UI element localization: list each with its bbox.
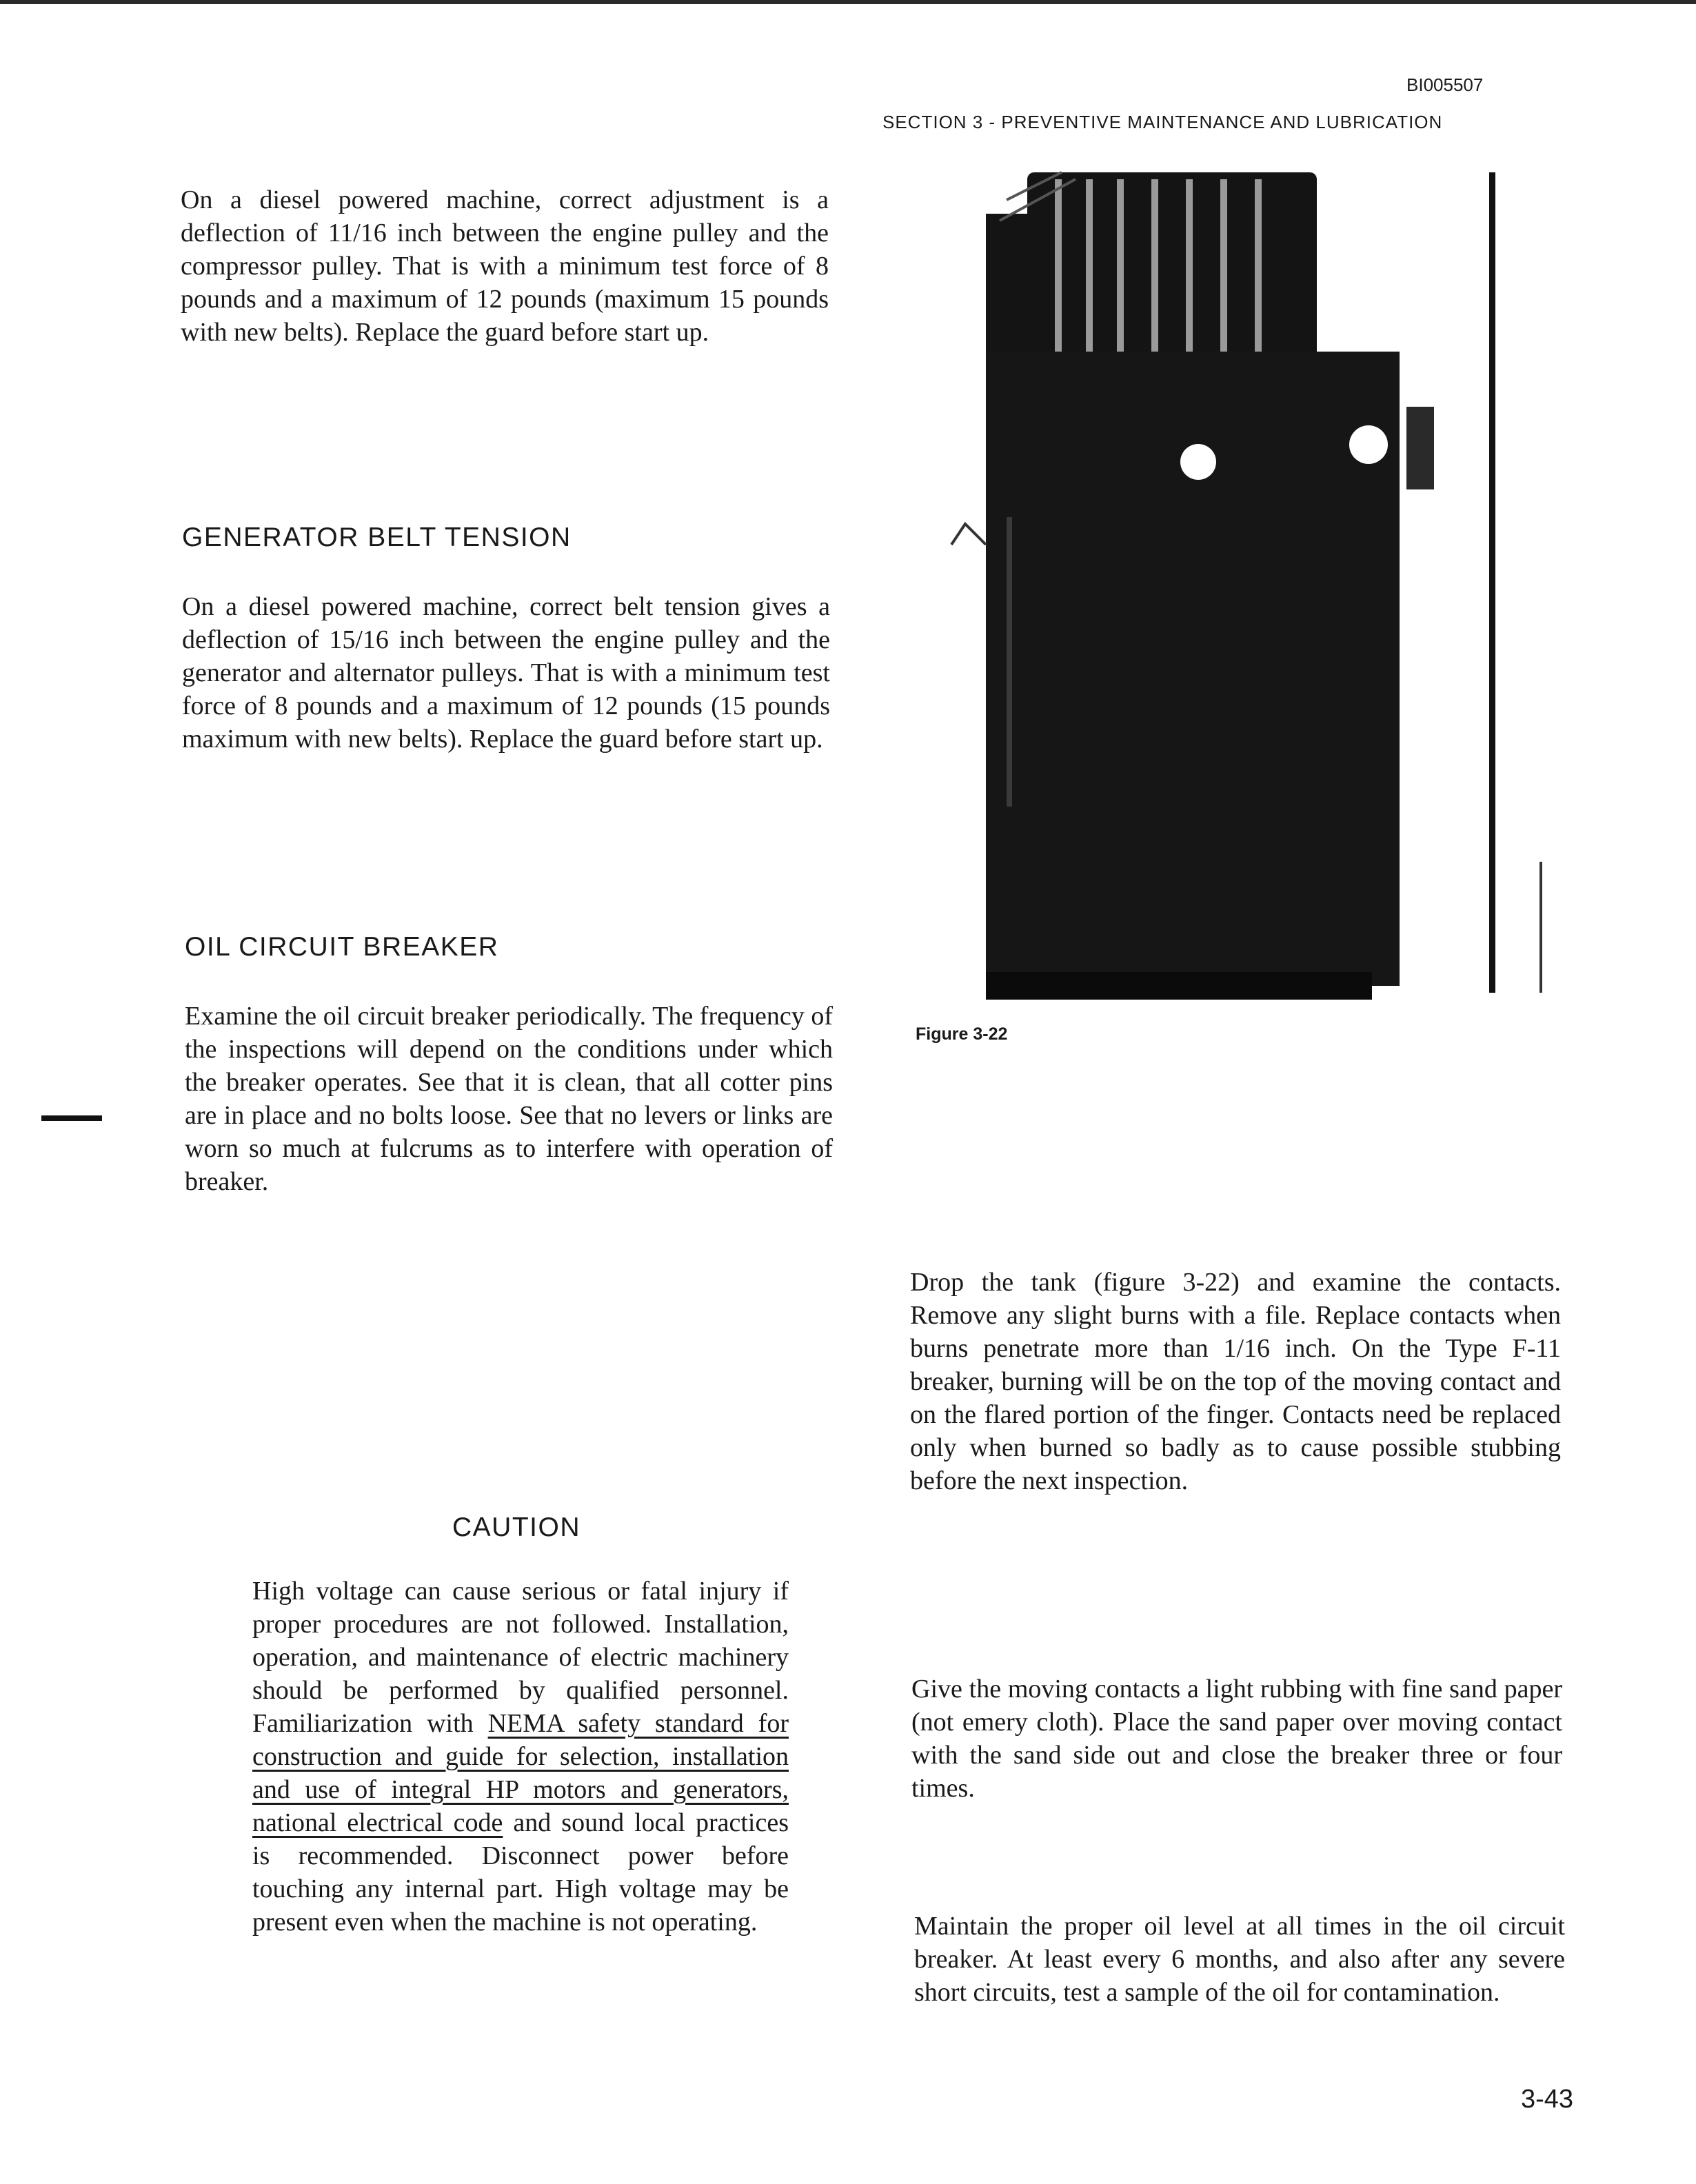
nema-standard-reference: NEMA safety standard for construction and guide for selection, installation and use of integral HP motors and generators, national electrical code — [252, 1709, 789, 1837]
oil-circuit-breaker-paragraph: Examine the oil circuit breaker periodically. The frequency of the inspections will depend on the conditions under which the breaker operates. See that it is clean, that all cotter pins are in place and no bolts loose. See that no levers or links are worn so much at fulcrums as to interfere with operation of breaker. — [185, 1002, 833, 1196]
caution-text-rest: and sound local practices is recommended. Disconnect power before touching any internal part. High voltage may be present even when the machine is not operating. — [252, 1808, 789, 1937]
oil-circuit-breaker-photo — [924, 159, 1544, 1013]
drop-tank-paragraph: Drop the tank (figure 3-22) and examine the contacts. Remove any slight burns with a file. Replace contacts when burns penetrate more than 1/16 inch. On the Type F-11 breaker, burning will be on the top of the moving contact and on the flared portion of the finger. Contacts need be replaced only when burned so badly as to cause possible stubbing before the next inspection. — [910, 1268, 1561, 1495]
caution-heading: CAUTION — [452, 1513, 581, 1542]
change-bar — [41, 1115, 102, 1121]
caution-text — [252, 1575, 789, 1939]
oil-circuit-breaker-heading: OIL CIRCUIT BREAKER — [185, 932, 499, 962]
page-number: 3-43 — [1521, 2085, 1574, 2114]
oil-level-paragraph: Maintain the proper oil level at all times in the oil circuit breaker. At least every 6 months, and also after any severe short circuits, test a sample of the oil for contamination. — [914, 1912, 1565, 2007]
top-rule — [0, 0, 1696, 4]
generator-belt-paragraph: On a diesel powered machine, correct belt tension gives a deflection of 15/16 inch between the engine pulley and the generator and alternator pulleys. That is with a minimum test force of 8 pounds and a maximum of 12 pounds (15 pounds maximum with new belts). Replace the guard before start up. — [182, 592, 830, 754]
section-header: SECTION 3 - PREVENTIVE MAINTENANCE AND LUBRICATION — [882, 112, 1443, 132]
document-id: BI005507 — [1406, 74, 1484, 95]
intro-paragraph: On a diesel powered machine, correct adjustment is a deflection of 11/16 inch between the engine pulley and the compressor pulley. That is with a minimum test force of 8 pounds and a maximum of 12 pounds (maximum 15 pounds with new belts). Replace the guard before start up. — [181, 185, 829, 347]
caution-text-intro: High voltage can cause serious or fatal injury if proper procedures are not followed. Installation, operation, and maintenance of electric machinery should be performed by qualified personnel. Familiarization with — [252, 1577, 789, 1738]
generator-belt-heading: GENERATOR BELT TENSION — [182, 523, 572, 552]
figure-caption: Figure 3-22 — [916, 1024, 1008, 1044]
sand-paper-paragraph: Give the moving contacts a light rubbing with fine sand paper (not emery cloth). Place the sand paper over moving contact with the sand side out and close the breaker three or four times. — [911, 1675, 1562, 1803]
